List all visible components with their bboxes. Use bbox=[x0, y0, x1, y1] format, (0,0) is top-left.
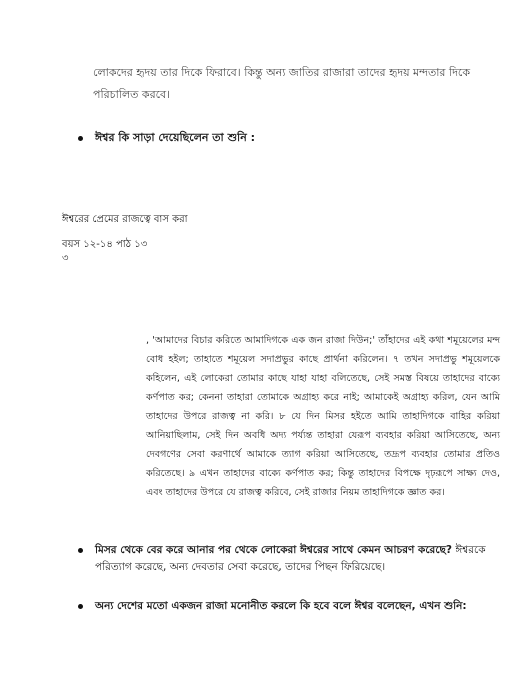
age-lesson-line: বয়স ১২-১৪ পাঠ ১৩ bbox=[62, 239, 148, 250]
question-text: ঈশ্বর কি সাড়া দেয়েছিলেন তা শুনি : bbox=[95, 131, 255, 144]
scripture-passage: , 'আমাদের বিচার করিতে আমাদিগকে এক জন রাজা দিউন;' তাঁহাদের এই কথা শমূয়েলের মন্দ বোধ হইল; তাহাতে শমূয়েল সদাপ্রভুর কাছে প্রার্থনা করিলেন। ৭ তখন সদাপ্রভু শমূয়েলকে কহিলেন, এই লোকেরা তোমার কাছে যাহা যাহা বলিতেছে, সেই সমস্ত বিষয়ে তাহাদের বাক্যে কর্ণপাত কর; কেননা তাহারা তোমাকে অগ্রাহ্য করে নাই; আমাকেই অগ্রাহ্য করিল, যেন আমি তাহাদের উপরে রাজত্ব না করি। ৮ যে দিন মিসর হইতে আমি তাহাদিগকে বাহির করিয়া আনিয়াছিলাম, সেই দিন অবধি অদ্য পর্য্যন্ত তাহারা যেরূপ ব্যবহার করিয়া আসিতেছে, অন্য দেবগণের সেবা করণার্থে আমাকে ত্যাগ করিয়া আসিতেছে, তদ্রূপ ব্যবহার তোমার প্রতিও করিতেছে। ৯ এখন তাহাদের বাক্যে কর্ণপাত কর; কিন্তু তাহাদের বিপক্ষে দৃঢ়রূপে সাক্ষ্য দেও, এবং তাহাদের উপরে যে রাজত্ব করিবে, সেই রাজার নিয়ম তাহাদিগকে জ্ঞাত কর। bbox=[146, 335, 500, 498]
bullet-icon bbox=[78, 604, 83, 609]
question-body bbox=[95, 542, 504, 576]
question-listen-response bbox=[78, 130, 498, 146]
answer-text: ঈশ্বরকে পরিত্যাগ করেছে, অন্য দেবতার সেবা করেছে, তাদের পিছন ফিরিয়েছে। bbox=[95, 544, 486, 573]
intro-paragraph: লোকদের হৃদয় তার দিকে ফিরাবে। কিন্তু অন্য জাতির রাজারা তাদের হৃদয় মন্দতার দিকে পরিচালিত করবে। bbox=[93, 66, 471, 101]
question-text: অন্য দেশের মতো একজন রাজা মনোনীত করলে কি হবে বলে ঈশ্বর বলেছেন, এখন শুনি: bbox=[95, 600, 467, 612]
question-text: মিসর থেকে বের করে আনার পর থেকে লোকেরা ঈশ্বরের সাথে কেমন আচরণ করেছে? bbox=[95, 544, 453, 556]
question-king-consequence bbox=[78, 598, 504, 615]
page-number: ৩ bbox=[62, 253, 69, 264]
bullet-icon bbox=[78, 548, 83, 553]
question-people-behavior bbox=[78, 542, 504, 576]
bullet-icon bbox=[78, 136, 83, 141]
lesson-title: ঈশ্বরের প্রেমের রাজত্বে বাস করা bbox=[62, 214, 188, 225]
lesson-meta bbox=[62, 238, 147, 266]
